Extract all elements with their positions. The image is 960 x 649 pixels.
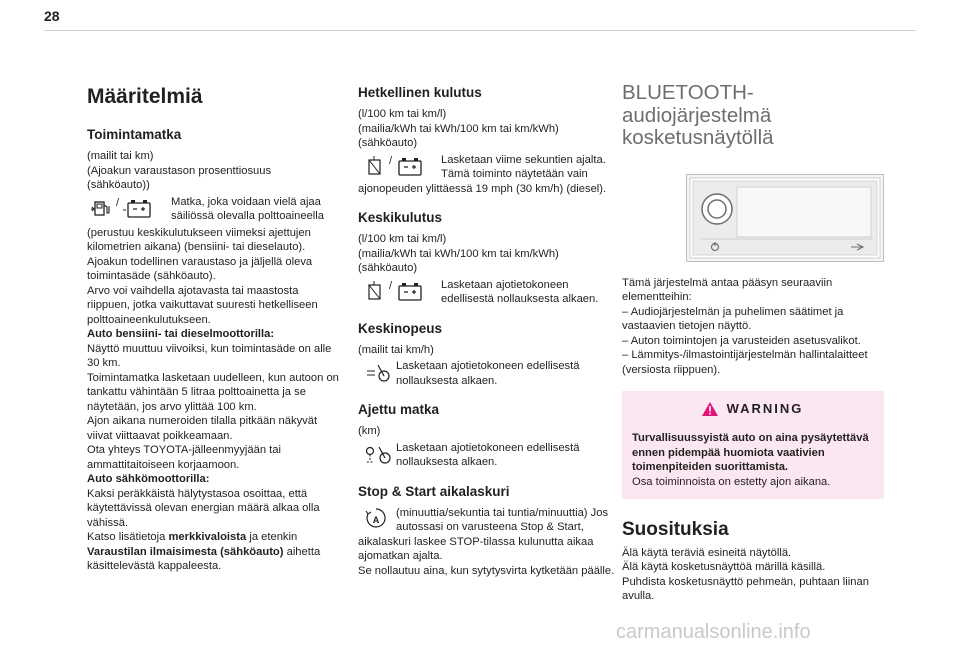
battery-consumption-icon xyxy=(396,155,424,177)
distance-icon xyxy=(365,443,393,465)
warning-triangle-icon xyxy=(701,401,719,417)
heading-keskikulutus: Keskikulutus xyxy=(358,210,443,225)
toimintamatka-body-3: Kaksi peräkkäistä hälytystasoa osoittaa, että käytettävissä olevan energian määrä alkaa olla vähissä. xyxy=(87,487,320,529)
units-toimintamatka: (mailit tai km) (Ajoakun varaustason prosenttiosuus (sähköauto)) xyxy=(87,150,272,191)
icon-row-stop-start xyxy=(358,506,623,535)
heading-ajettu-matka: Ajettu matka xyxy=(358,402,440,417)
battery-consumption-icon xyxy=(396,280,424,302)
icon-row-keskikulutus xyxy=(358,278,623,307)
bluetooth-intro: Tämä järjestelmä antaa pääsyn seuraaviin elementteihin: xyxy=(622,276,833,303)
warning-box xyxy=(622,391,884,499)
stop-start-icon xyxy=(365,508,387,530)
icon-separator: / xyxy=(389,154,393,167)
heading-keskinopeus: Keskinopeus xyxy=(358,320,443,336)
warning-header xyxy=(632,401,872,417)
ref-link-varaustila: Varaustilan ilmaisimesta (sähköauto) xyxy=(87,545,284,558)
average-speed-icon xyxy=(365,361,393,383)
units-keskikulutus: (l/100 km tai km/l) (mailia/kWh tai kWh/100 km tai km/kWh) (sähköauto) xyxy=(358,233,559,274)
keskikulutus-description: Lasketaan ajotietokoneen edellisestä nollauksesta alkaen. xyxy=(441,278,599,305)
suosituksia-body: Älä käytä teräviä esineitä näytöllä. Älä käytä kosketusnäyttöä märillä käsillä. Puhdista kosketusnäyttö pehmeän, puhtaan liinan avulla. xyxy=(622,546,869,602)
page-number: 28 xyxy=(44,8,60,24)
heading-suosituksia: Suosituksia xyxy=(622,519,729,540)
bluetooth-item-2: – Auton toimintojen ja varusteiden asetusvalikot. xyxy=(622,334,861,347)
heading-toimintamatka: Toimintamatka xyxy=(87,127,182,142)
ref-text-pre: Katso lisätietoja xyxy=(87,531,169,543)
petrol-heading: Auto bensiini- tai dieselmoottorilla: xyxy=(87,328,275,340)
ref-link-merkkivalot: merkkivaloista xyxy=(168,531,247,543)
battery-range-icon xyxy=(123,197,153,219)
icon-separator: / xyxy=(389,279,393,292)
column-2 xyxy=(358,85,623,578)
toimintamatka-body-1: (perustuu keskikulutukseen viimeksi ajettujen kilometrien aikana) (bensiini- tai dieselauto). Ajoakun todellinen varaustaso ja jäljellä oleva toimintasäde (sähköauto). Arvo voi vaihdella ajotavasta tai maastosta riippuen, jotka vaikuttavat suuresti hetkelliseen polttoaineenkulutukseen. xyxy=(87,226,318,326)
stop-start-body: aikalaskuri laskee STOP-tilassa kulunutta aikaa ajomatkan ajalta. Se nollautuu aina, kun sytytysvirta kytketään päälle. xyxy=(358,535,615,577)
icon-row-ajettu-matka xyxy=(358,441,623,470)
warning-title: WARNING xyxy=(726,400,804,416)
units-hetkellinen: (l/100 km tai km/l) (mailia/kWh tai kWh/100 km tai km/kWh) (sähköauto) xyxy=(358,108,559,149)
column-1 xyxy=(87,85,343,574)
heading-stop-start: Stop & Start aikalaskuri xyxy=(358,483,510,499)
header-rule xyxy=(44,30,916,31)
watermark: carmanualsonline.info xyxy=(616,621,811,643)
fuel-pump-icon xyxy=(90,197,112,219)
bluetooth-title xyxy=(622,82,884,150)
bluetooth-item-1: – Audiojärjestelmän ja puhelimen säätimet ja vastaavien tietojen näyttö. xyxy=(622,305,844,332)
ajettu-matka-description: Lasketaan ajotietokoneen edellisestä nollauksesta alkaen. xyxy=(396,441,580,468)
icon-row-keskinopeus xyxy=(358,359,623,388)
touchscreen-illustration xyxy=(686,174,884,262)
bluetooth-title-line-1: BLUETOOTH- xyxy=(622,81,754,104)
bluetooth-item-3: – Lämmitys-/ilmastointijärjestelmän hallintalaitteet (versiosta riippuen). xyxy=(622,349,868,376)
icon-row-toimintamatka xyxy=(87,195,343,226)
toimintamatka-description: Matka, joka voidaan vielä ajaa säiliössä olevalla polttoaineella xyxy=(171,195,324,222)
bluetooth-title-line-2: audiojärjestelmä xyxy=(622,103,772,127)
units-ajettu-matka: (km) xyxy=(358,425,381,437)
svg-text:A: A xyxy=(372,514,380,525)
bluetooth-title-line-3: kosketusnäytöllä xyxy=(622,126,774,149)
icon-row-hetkellinen xyxy=(358,153,623,182)
column-3 xyxy=(622,82,884,604)
electric-heading: Auto sähkömoottorilla: xyxy=(87,473,210,485)
heading-hetkellinen: Hetkellinen kulutus xyxy=(358,85,482,100)
hetkellinen-body: ajonopeuden ylittäessä 19 mph (30 km/h) (diesel). xyxy=(358,182,607,195)
warning-bold-text: Turvallisuussyistä auto on aina pysäytettävä ennen pidempää huomiota vaativien toimenpiteiden suorittamista. xyxy=(632,432,869,473)
keskinopeus-description: Lasketaan ajotietokoneen edellisestä nollauksesta alkaen. xyxy=(396,360,580,387)
toimintamatka-body-4 xyxy=(87,530,343,574)
fuel-consumption-icon xyxy=(365,155,385,177)
toimintamatka-body-2: Näyttö muuttuu viivoiksi, kun toimintasäde on alle 30 km. Toimintamatka lasketaan uudelleen, kun autoon on tankattu vähintään 5 litraa polttoainetta ja se näytetään, jos arvo ylittää 100 km. Ajon aikana numeroiden tilalla pitkään näkyvät viivat viittaavat poikkeamaan. Ota yhteys TOYOTA-jälleenmyyjään tai ammattitaitoiseen korjaamoon. xyxy=(87,342,339,471)
ref-text-mid: ja etenkin xyxy=(246,531,298,543)
icon-separator: / xyxy=(116,196,120,209)
units-keskinopeus: (mailit tai km/h) xyxy=(358,343,434,356)
stop-start-description: (minuuttia/sekuntia tai tuntia/minuuttia) Jos autossasi on varusteena Stop & Start, xyxy=(396,506,609,533)
fuel-consumption-icon xyxy=(365,280,385,302)
warning-text: Osa toiminnoista on estetty ajon aikana. xyxy=(632,475,831,488)
ref-text-post: aihetta käsittelevästä kappaleesta. xyxy=(87,545,321,572)
hetkellinen-description: Lasketaan viime sekuntien ajalta. Tämä toiminto näytetään vain xyxy=(441,153,606,180)
page-title: Määritelmiä xyxy=(87,85,203,108)
